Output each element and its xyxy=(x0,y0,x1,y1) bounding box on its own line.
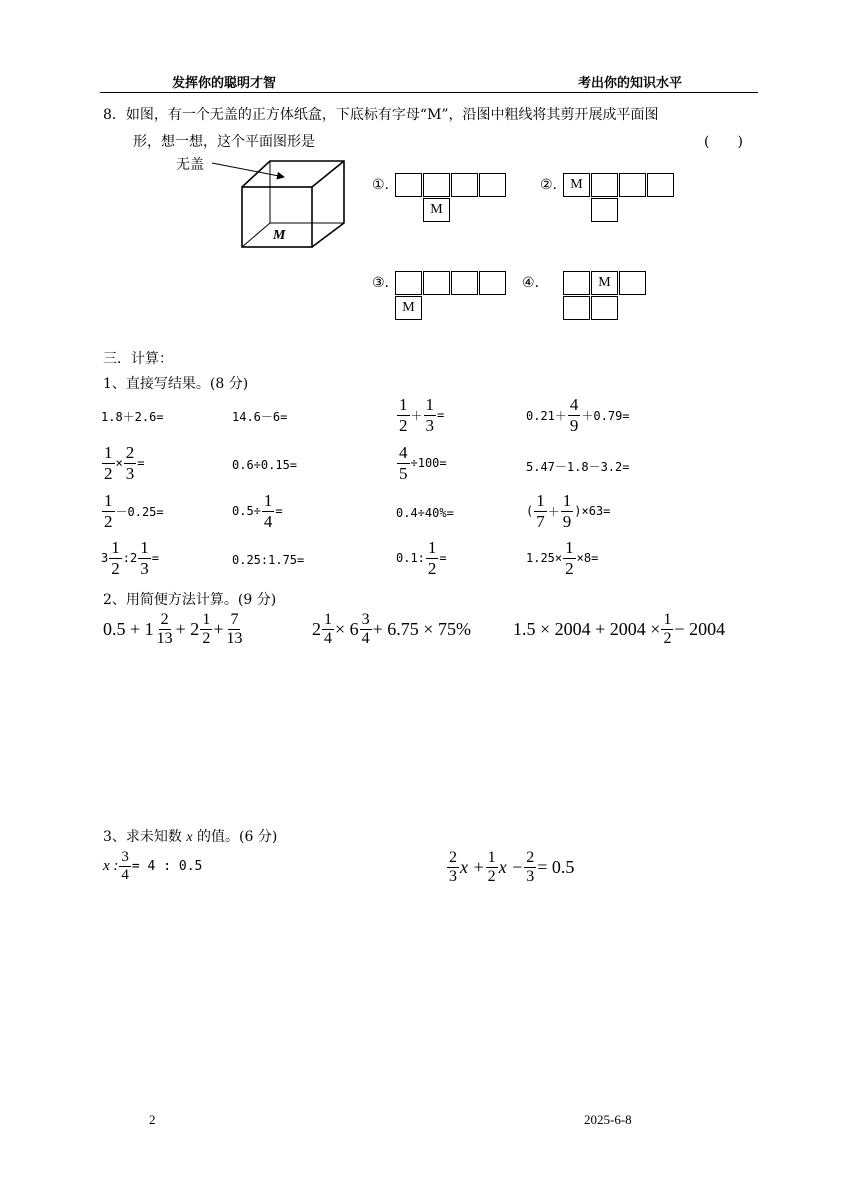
cube-label: 无盖 xyxy=(176,157,204,173)
q8-line2: 形，想一想，这个平面图形是 xyxy=(133,134,315,150)
equation-2: 2 3 x + $\frac{1}{2}$ x − $\frac{2}{3}$ = 0.5 xyxy=(449,849,575,886)
expr-1c: 1 2 ＋ $\frac{1}{3}$ = xyxy=(399,395,445,435)
expr-4d: 1.25× $\frac{1}{2}$ ×8= xyxy=(526,538,599,578)
simplify-expr-2: 2 $\frac{1}{4}$ × 6 3 4 + 6.75 × 75% xyxy=(312,611,471,648)
header-left: 发挥你的聪明才智 xyxy=(172,76,277,91)
option-3-label: ③. xyxy=(372,275,390,291)
expr-2c: $\frac{4}{5}$ ÷100= xyxy=(399,443,447,483)
page-number: 2 xyxy=(149,1112,156,1127)
expr-2d: 5.47－1.8－3.2= xyxy=(526,460,630,474)
option-4-label: ④. xyxy=(522,275,540,291)
expr-4c: 0.1: $\frac{1}{2}$ = xyxy=(396,538,447,578)
header-rule xyxy=(100,92,758,93)
footer-date: 2025-6-8 xyxy=(584,1112,632,1127)
q8-line1: 8．如图，有一个无盖的正方体纸盒，下底标有字母“M”，沿图中粗线将其剪开展成平面图 xyxy=(103,107,659,123)
expr-3b: 0.5÷ $\frac{1}{4}$ = xyxy=(232,491,283,531)
expr-4b: 0.25:1.75= xyxy=(232,553,305,567)
part2-title: 2、用简便方法计算。(9 分) xyxy=(103,592,277,608)
section-title: 三．计算： xyxy=(103,351,173,367)
option-1-label: ①. xyxy=(372,177,390,193)
answer-parentheses: ( ) xyxy=(704,134,743,150)
simplify-expr-3: 1.5 × 2004 + 2004 × $\frac{1}{2}$ − 2004 xyxy=(513,611,726,648)
part3-title: 3、求未知数 x 的值。(6 分) xyxy=(103,829,278,845)
cube-letter: M xyxy=(273,228,286,243)
equation-1: x : $\frac{3}{4}$ = 4 : 0.5 xyxy=(103,849,203,884)
simplify-expr-1: 0.5 + 1 2 13 + 2 1 2 + $\frac{7}{13}$ xyxy=(103,611,243,648)
expr-1d: 0.21＋ 4 9 ＋0.79= xyxy=(526,395,630,435)
header-right: 考出你的知识水平 xyxy=(578,76,683,91)
expr-2a: $\frac{1}{2}$ × $\frac{2}{3}$ = xyxy=(104,443,145,483)
expr-3a: 1 2 －0.25= xyxy=(104,491,164,531)
expr-2b: 0.6÷0.15= xyxy=(232,458,298,472)
expr-3c: 0.4÷40%= xyxy=(396,506,454,520)
expr-1a: 1.8＋2.6= xyxy=(101,410,164,424)
expr-3d: ( 1 7 ＋ 1 9 )×63= xyxy=(526,491,611,531)
expr-4a: 3 1 2 :2 $\frac{1}{3}$ = xyxy=(101,538,159,578)
expr-1b: 14.6－6= xyxy=(232,410,288,424)
part1-title: 1、直接写结果。(8 分) xyxy=(103,376,249,392)
arrow-line xyxy=(212,163,284,177)
option-2-label: ②. xyxy=(540,177,558,193)
